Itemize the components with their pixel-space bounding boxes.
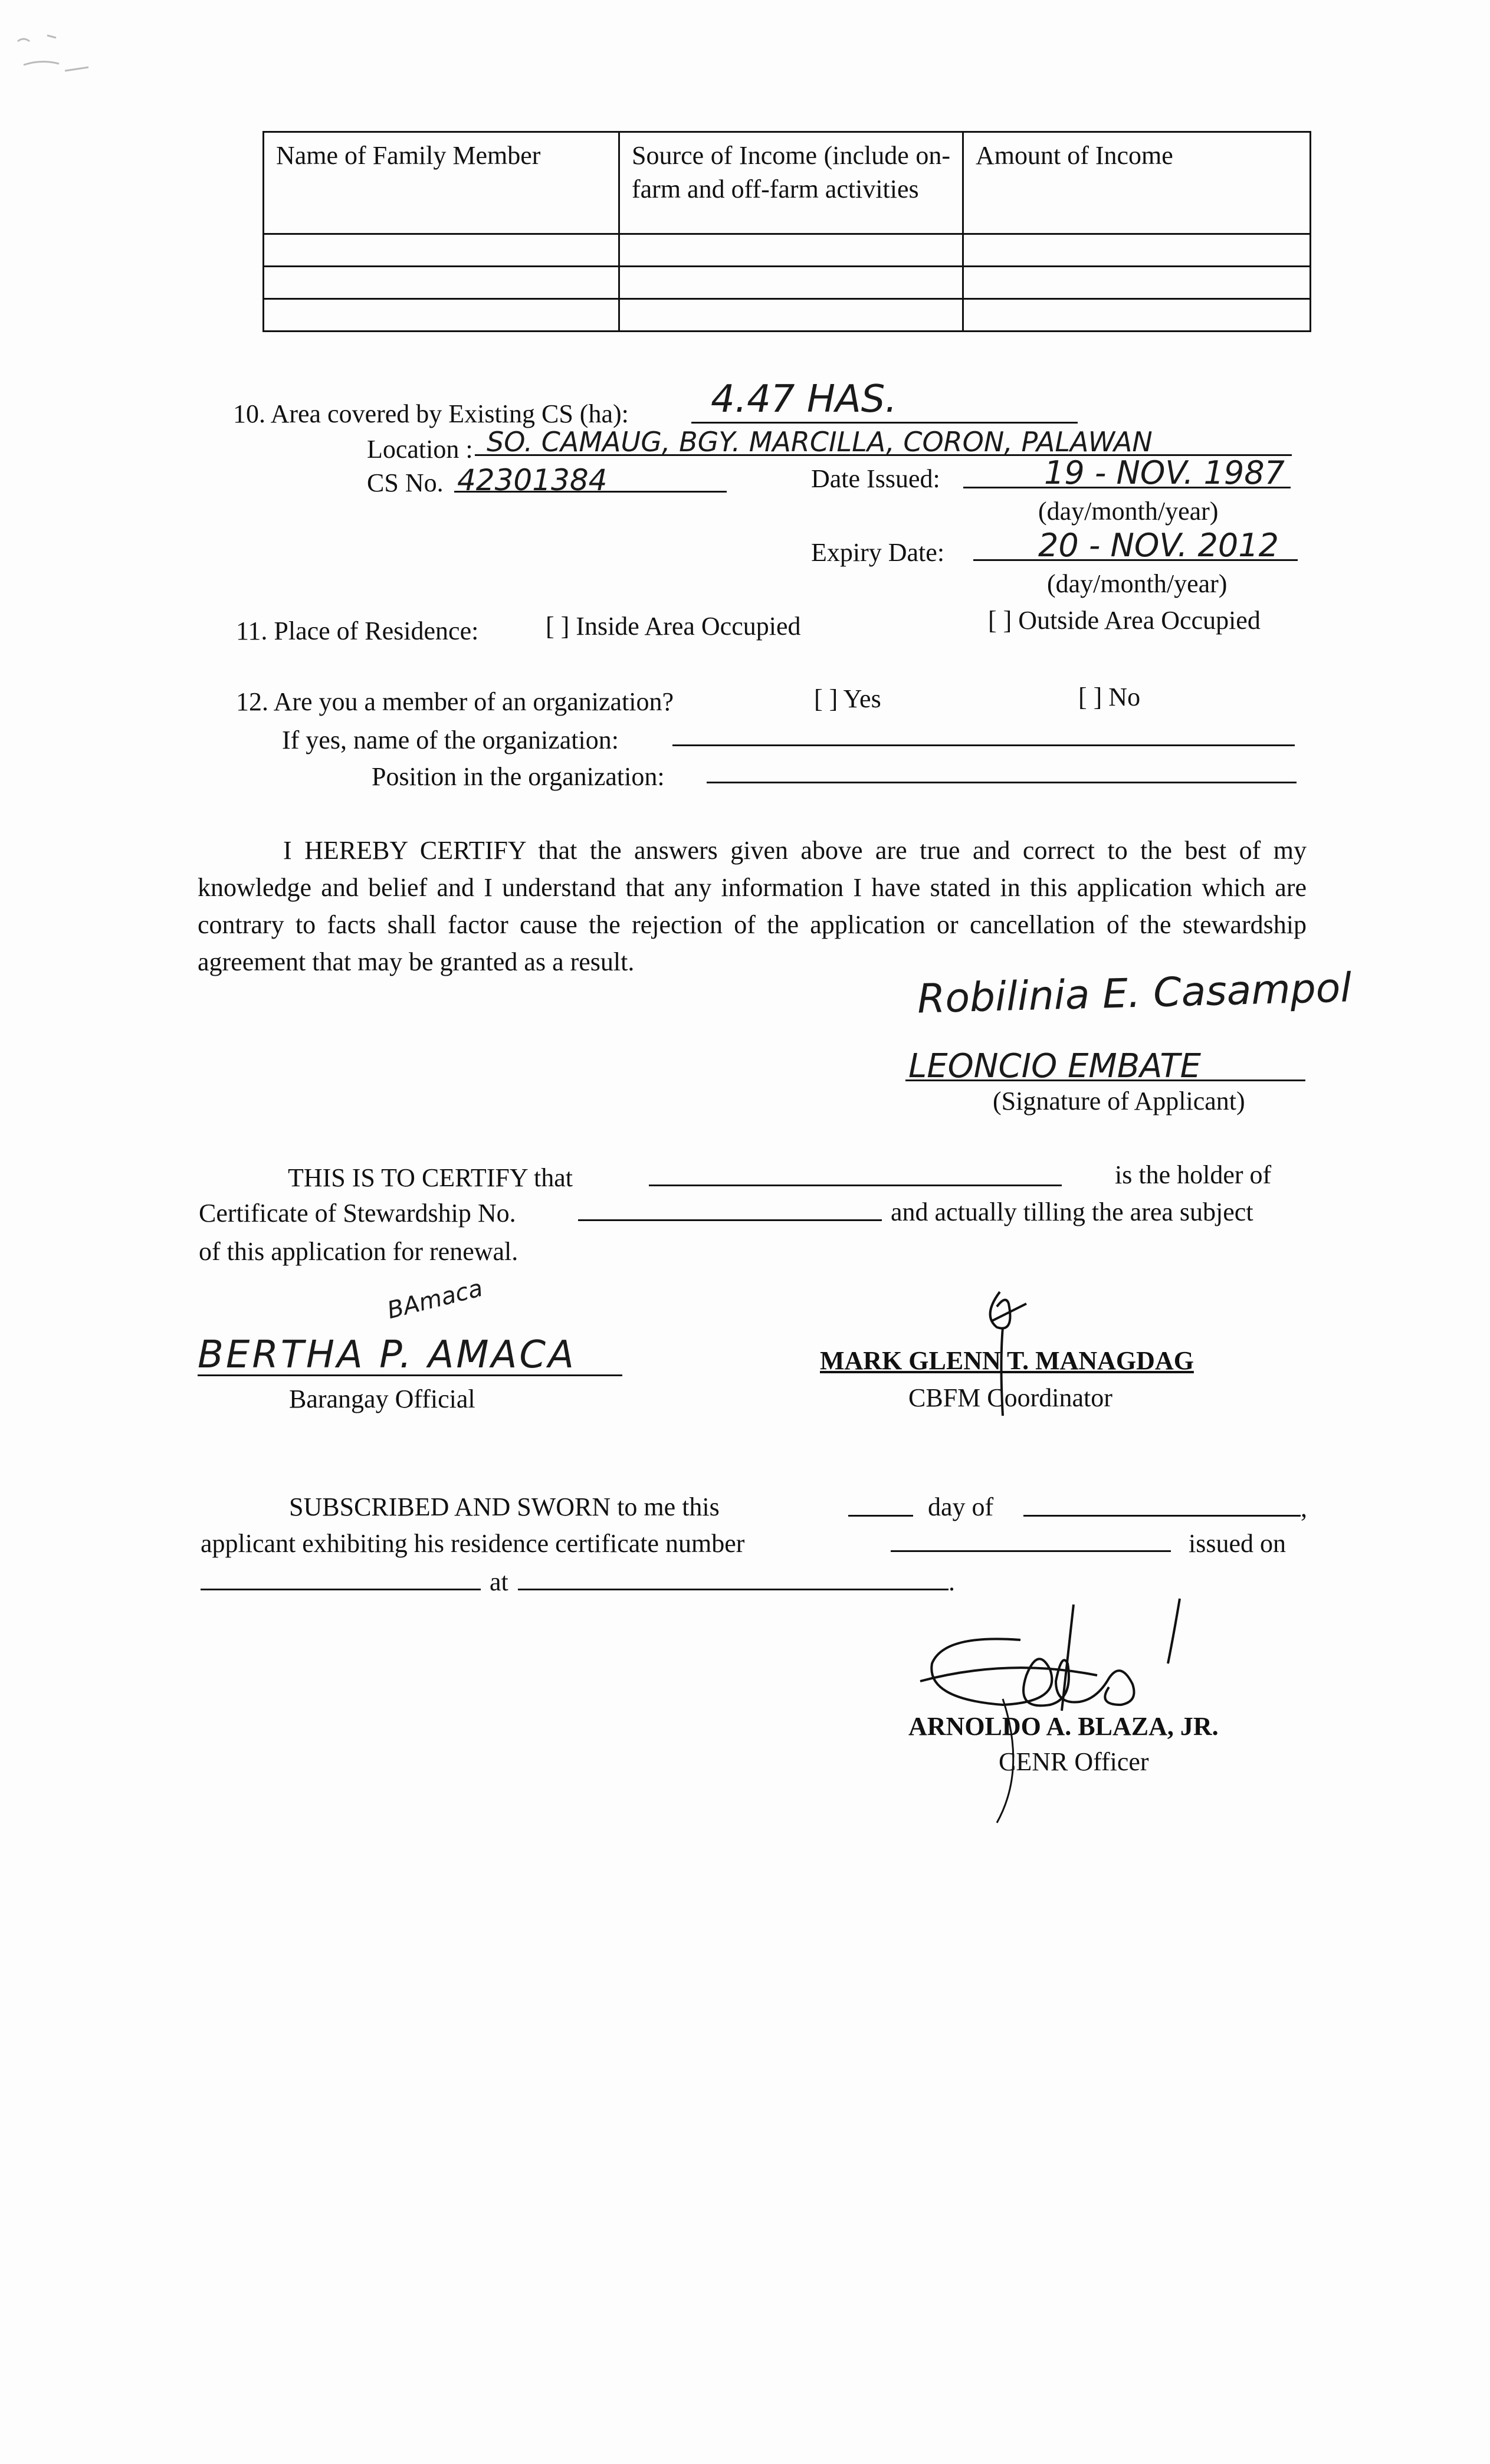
sworn-line2-a: applicant exhibiting his residence certificate number bbox=[201, 1529, 745, 1558]
barangay-initial-signature: BAmaca bbox=[384, 1274, 485, 1325]
holder-name-field[interactable] bbox=[649, 1185, 1062, 1186]
residence-label: 11. Place of Residence: bbox=[236, 616, 479, 645]
table-cell[interactable] bbox=[963, 267, 1311, 299]
org-name-field[interactable] bbox=[672, 744, 1295, 746]
header-amount-income: Amount of Income bbox=[963, 132, 1311, 234]
expiry-date-label: Expiry Date: bbox=[811, 538, 945, 567]
holder-cert-line1-a: THIS IS TO CERTIFY that bbox=[288, 1163, 573, 1192]
outside-area-checkbox[interactable]: [ ] Outside Area Occupied bbox=[988, 606, 1261, 635]
sworn-line1-b: day of bbox=[928, 1492, 994, 1521]
area-value[interactable]: 4.47 HAS. bbox=[711, 378, 897, 421]
date-issued-format: (day/month/year) bbox=[1038, 497, 1219, 526]
org-position-label: Position in the organization: bbox=[372, 762, 665, 791]
table-row bbox=[264, 267, 1311, 299]
table-cell[interactable] bbox=[963, 299, 1311, 332]
family-income-table bbox=[262, 131, 1311, 332]
sworn-day-field[interactable] bbox=[848, 1515, 913, 1517]
barangay-official-title: Barangay Official bbox=[289, 1384, 475, 1413]
header-source-income: Source of Income (include on-farm and off-farm activities bbox=[619, 132, 963, 234]
certification-paragraph: I HEREBY CERTIFY that the answers given above are true and correct to the best of my knowledge and belief and I understand that any information I have stated in this application which are contrary to facts shall factor cause the rejection of the application or cancellation of the stewardship agreement that may be granted as a result. bbox=[198, 836, 1307, 976]
cbfm-signature-icon bbox=[967, 1286, 1044, 1422]
expiry-date-value[interactable]: 20 - NOV. 2012 bbox=[1038, 527, 1279, 564]
barangay-signature-line bbox=[198, 1374, 622, 1376]
holder-cert-line2-b: and actually tilling the area subject bbox=[891, 1197, 1253, 1226]
table-cell[interactable] bbox=[264, 267, 619, 299]
holder-cert-line3: of this application for renewal. bbox=[199, 1237, 518, 1266]
org-position-field[interactable] bbox=[707, 782, 1297, 783]
holder-cert-line2-a: Certificate of Stewardship No. bbox=[199, 1199, 516, 1228]
area-line bbox=[691, 422, 1078, 424]
scan-mark bbox=[12, 24, 112, 88]
date-issued-value[interactable]: 19 - NOV. 1987 bbox=[1044, 454, 1285, 491]
issued-on-field[interactable] bbox=[201, 1589, 481, 1590]
org-no-checkbox[interactable]: [ ] No bbox=[1078, 683, 1141, 711]
table-cell[interactable] bbox=[264, 299, 619, 332]
table-cell[interactable] bbox=[963, 234, 1311, 267]
applicant-signature-caption: (Signature of Applicant) bbox=[993, 1087, 1245, 1115]
table-cell[interactable] bbox=[619, 299, 963, 332]
sworn-month-field[interactable] bbox=[1023, 1515, 1301, 1517]
barangay-official-name: BERTHA P. AMACA bbox=[198, 1333, 576, 1377]
stewardship-no-field[interactable] bbox=[578, 1219, 882, 1221]
cs-no-value[interactable]: 42301384 bbox=[457, 463, 608, 497]
cs-no-label: CS No. bbox=[367, 468, 444, 497]
sworn-comma: , bbox=[1301, 1494, 1307, 1523]
applicant-signature: Robilinia E. Casampol bbox=[917, 964, 1353, 1023]
location-label: Location : bbox=[367, 435, 473, 464]
table-row bbox=[264, 299, 1311, 332]
sworn-period: . bbox=[949, 1567, 955, 1596]
cenr-signature-icon bbox=[885, 1593, 1227, 1829]
expiry-date-format: (day/month/year) bbox=[1047, 569, 1228, 598]
table-row bbox=[264, 234, 1311, 267]
location-value[interactable]: SO. CAMAUG, BGY. MARCILLA, CORON, PALAWAN bbox=[487, 426, 1153, 458]
scan-speckle bbox=[12, 24, 112, 88]
sworn-at-label: at bbox=[490, 1567, 508, 1596]
inside-area-checkbox[interactable]: [ ] Inside Area Occupied bbox=[546, 612, 801, 641]
sworn-line1-a: SUBSCRIBED AND SWORN to me this bbox=[289, 1492, 720, 1521]
table-cell[interactable] bbox=[619, 267, 963, 299]
holder-cert-line1-b: is the holder of bbox=[1115, 1160, 1272, 1189]
table-header-row bbox=[264, 132, 1311, 234]
cbfm-coordinator-title: CBFM Coordinator bbox=[908, 1383, 1112, 1412]
date-issued-label: Date Issued: bbox=[811, 464, 940, 493]
header-family-member: Name of Family Member bbox=[264, 132, 619, 234]
applicant-signature-line bbox=[905, 1080, 1305, 1081]
residence-certificate-field[interactable] bbox=[891, 1550, 1171, 1552]
table-cell[interactable] bbox=[619, 234, 963, 267]
area-covered-label: 10. Area covered by Existing CS (ha): bbox=[233, 399, 629, 428]
table-cell[interactable] bbox=[264, 234, 619, 267]
org-name-label: If yes, name of the organization: bbox=[282, 726, 619, 754]
sworn-line2-b: issued on bbox=[1189, 1529, 1286, 1558]
organization-question: 12. Are you a member of an organization? bbox=[236, 687, 674, 716]
cenr-officer-name: ARNOLDO A. BLAZA, JR. bbox=[908, 1712, 1219, 1741]
cenr-officer-title: CENR Officer bbox=[999, 1747, 1149, 1776]
cbfm-coordinator-name: MARK GLENN T. MANAGDAG bbox=[820, 1346, 1194, 1375]
applicant-name[interactable]: LEONCIO EMBATE bbox=[908, 1047, 1201, 1085]
org-yes-checkbox[interactable]: [ ] Yes bbox=[814, 684, 881, 713]
issued-at-field[interactable] bbox=[518, 1589, 949, 1590]
